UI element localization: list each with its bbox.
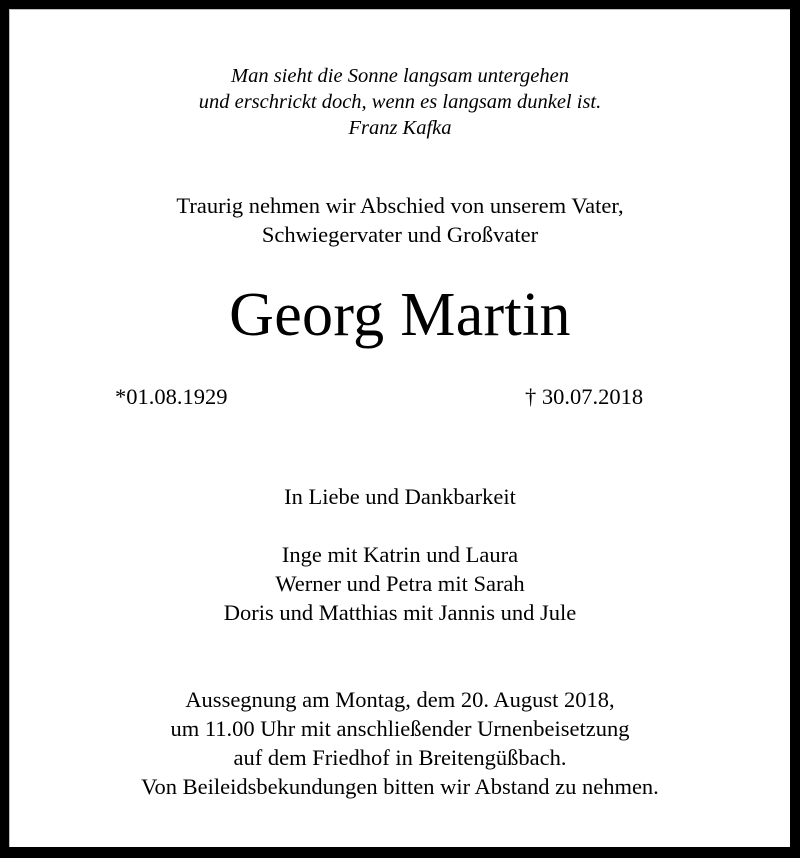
quote-line-2: und erschrickt doch, wenn es langsam dunkel ist.	[198, 91, 602, 113]
service-line-4: Von Beileidsbekundungen bitten wir Abstand zu nehmen.	[141, 774, 659, 799]
service-line-3: auf dem Friedhof in Breitengüßbach.	[233, 745, 567, 770]
intro-line-1: Traurig nehmen wir Abschied von unserem Vater,	[176, 193, 624, 218]
family-member-3: Doris und Matthias mit Jannis und Jule	[223, 600, 577, 625]
closing-phrase: In Liebe und Dankbarkeit	[284, 484, 516, 509]
family-member-2: Werner und Petra mit Sarah	[275, 571, 525, 596]
birth-date: *01.08.1929	[115, 384, 228, 409]
family-member-1: Inge mit Katrin und Laura	[281, 542, 519, 567]
deceased-name: Georg Martin	[229, 281, 571, 349]
service-line-1: Aussegnung am Montag, dem 20. August 2018,	[185, 687, 615, 712]
service-line-2: um 11.00 Uhr mit anschließender Urnenbeisetzung	[170, 716, 630, 741]
death-date: † 30.07.2018	[525, 384, 644, 409]
quote-line-1: Man sieht die Sonne langsam untergehen	[231, 65, 569, 87]
quote-author: Franz Kafka	[348, 117, 452, 139]
intro-line-2: Schwiegervater und Großvater	[261, 222, 539, 247]
obituary-notice	[9, 9, 790, 847]
